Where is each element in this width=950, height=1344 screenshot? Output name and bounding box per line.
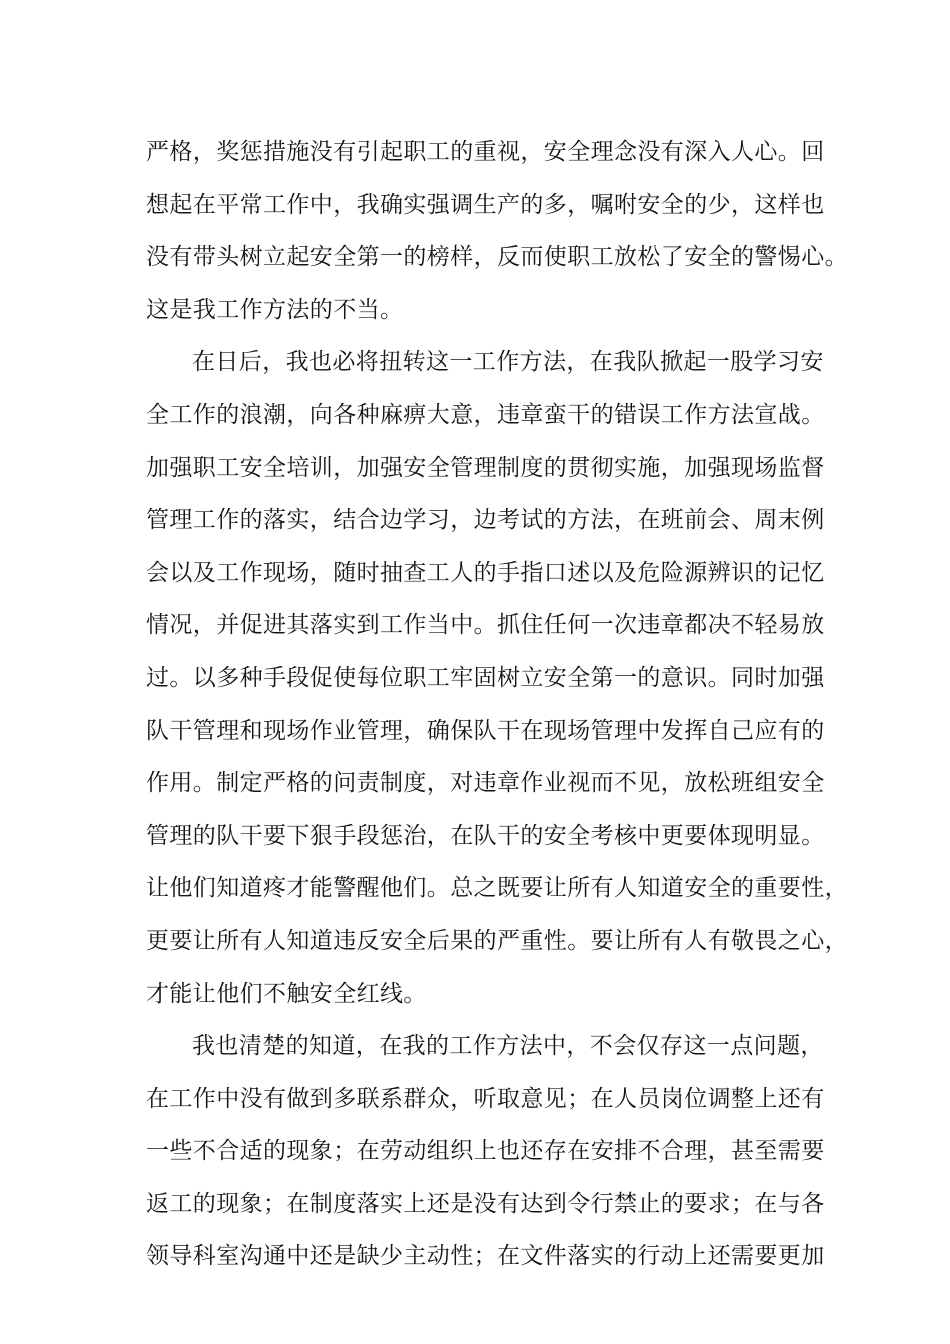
paragraph-3 xyxy=(146,1020,826,1283)
text-line: 我也清楚的知道，在我的工作方法中，不会仅存这一点问题， xyxy=(192,1033,824,1060)
text-line: 一些不合适的现象；在劳动组织上也还存在安排不合理，甚至需要 xyxy=(146,1138,825,1165)
text-line: 会以及工作现场，随时抽查工人的手指口述以及危险源辨识的记忆 xyxy=(146,559,825,586)
text-line: 让他们知道疼才能警醒他们。总之既要让所有人知道安全的重要性， xyxy=(146,875,848,902)
document-body xyxy=(146,126,848,1283)
text-line: 想起在平常工作中，我确实强调生产的多，嘱咐安全的少，这样也 xyxy=(146,191,825,218)
text-line: 作用。制定严格的问责制度，对违章作业视而不见，放松班组安全 xyxy=(146,770,825,797)
text-line: 严格，奖惩措施没有引起职工的重视，安全理念没有深入人心。回 xyxy=(146,139,825,165)
text-line: 返工的现象；在制度落实上还是没有达到令行禁止的要求；在与各 xyxy=(146,1190,825,1217)
paragraph-2 xyxy=(146,336,848,1020)
text-line: 过。以多种手段促使每位职工牢固树立安全第一的意识。同时加强 xyxy=(146,664,825,691)
text-line: 队干管理和现场作业管理，确保队干在现场管理中发挥自己应有的 xyxy=(146,717,825,744)
text-line: 更要让所有人知道违反安全后果的严重性。要让所有人有敬畏之心， xyxy=(146,927,848,954)
text-line: 管理工作的落实，结合边学习，边考试的方法，在班前会、周末例 xyxy=(146,507,825,534)
text-line: 全工作的浪潮，向各种麻痹大意，违章蛮干的错误工作方法宣战。 xyxy=(146,401,825,428)
text-line: 情况，并促进其落实到工作当中。抓住任何一次违章都决不轻易放 xyxy=(146,612,825,639)
text-line: 才能让他们不触安全红线。 xyxy=(146,980,427,1007)
text-line: 加强职工安全培训，加强安全管理制度的贯彻实施，加强现场监督 xyxy=(146,454,825,481)
text-line: 在日后，我也必将扭转这一工作方法，在我队掀起一股学习安 xyxy=(192,349,824,376)
text-line: 在工作中没有做到多联系群众，听取意见；在人员岗位调整上还有 xyxy=(146,1085,825,1112)
text-line: 没有带头树立起安全第一的榜样，反而使职工放松了安全的警惕心。 xyxy=(146,244,848,271)
text-line: 这是我工作方法的不当。 xyxy=(146,296,404,323)
paragraph-1 xyxy=(146,126,848,336)
text-line: 领导科室沟通中还是缺少主动性；在文件落实的行动上还需要更加 xyxy=(146,1243,825,1270)
text-line: 管理的队干要下狠手段惩治，在队干的安全考核中更要体现明显。 xyxy=(146,822,825,849)
